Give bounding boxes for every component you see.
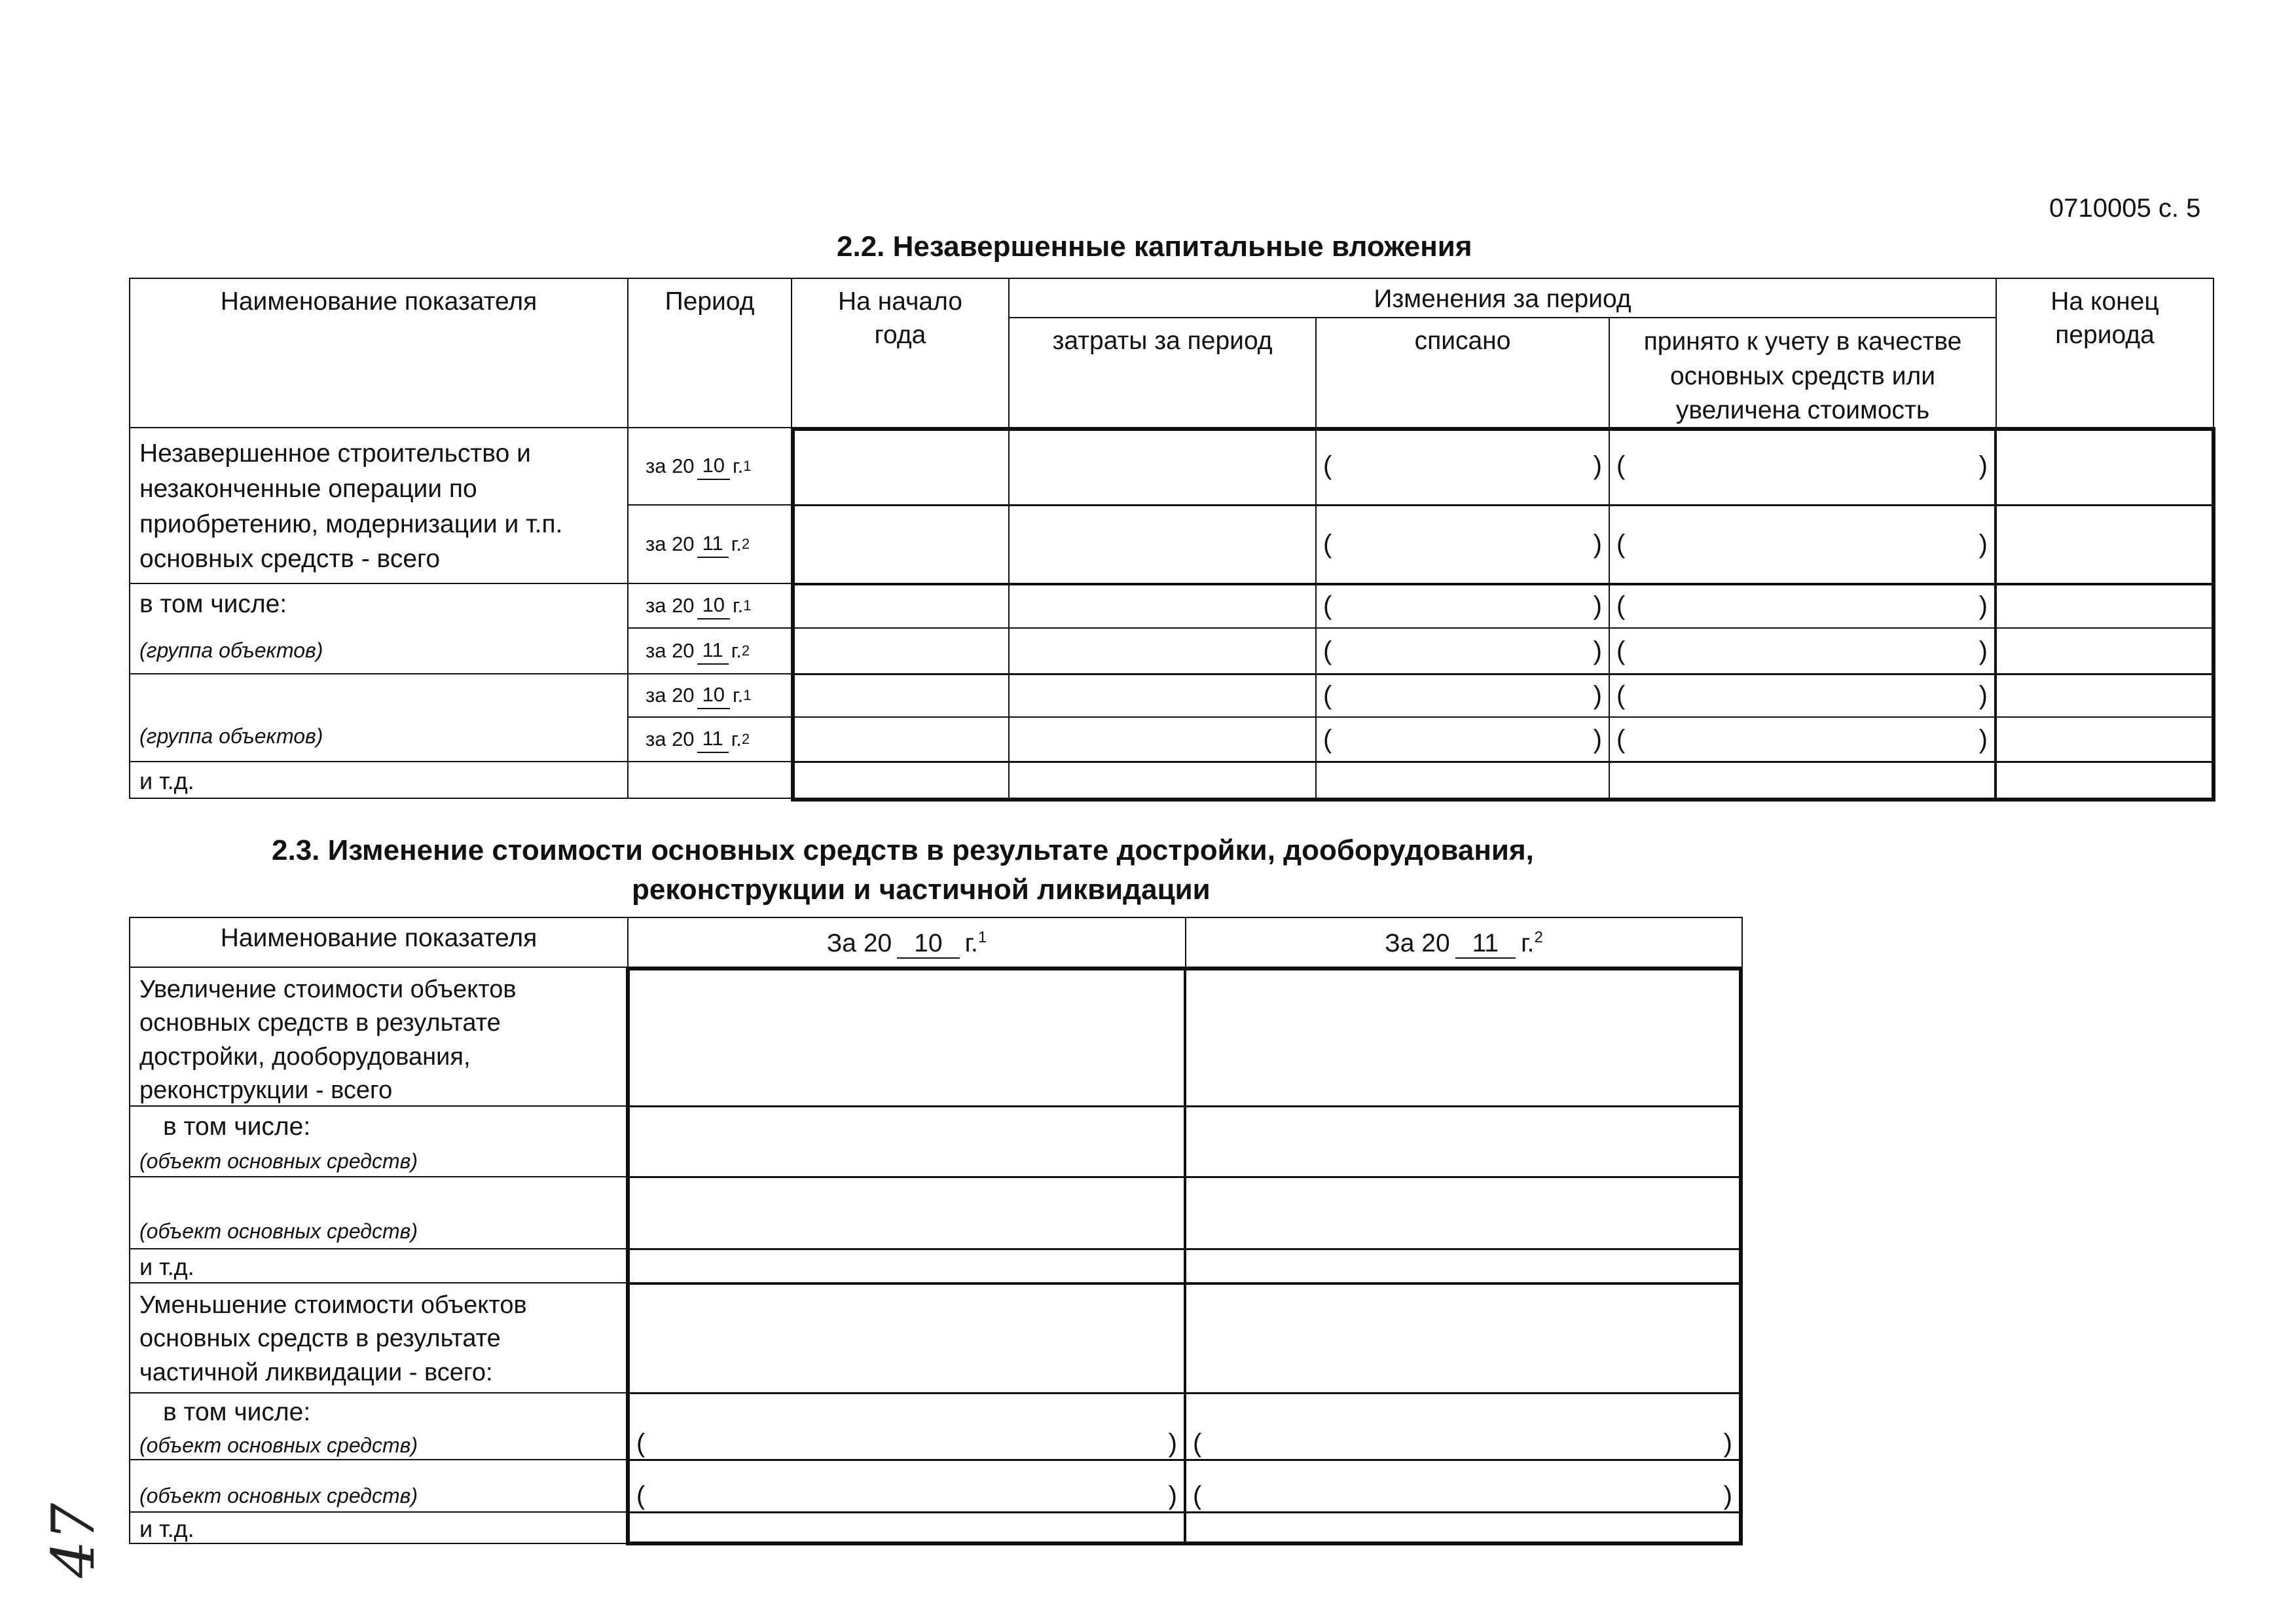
paren-close: ) <box>1593 636 1602 665</box>
row-divider <box>626 1176 1743 1178</box>
group-label-1: (группа объектов) <box>139 638 323 662</box>
paren-open: ( <box>1616 451 1626 480</box>
paren-close: ) <box>1168 1428 1177 1458</box>
paren-close: ) <box>1978 724 1988 754</box>
paren-close: ) <box>1978 451 1988 480</box>
header-year1 <box>627 917 1186 968</box>
paren-close: ) <box>1978 591 1988 620</box>
header-year: 11 <box>1455 929 1516 959</box>
paren-close: ) <box>1978 636 1988 665</box>
paren-open: ( <box>636 1428 646 1458</box>
accepted-value <box>1610 506 1994 583</box>
footnote-mark: 1 <box>743 597 752 614</box>
paren-open: ( <box>1323 636 1332 665</box>
row-divider <box>626 1105 1743 1107</box>
written-off-value <box>1317 718 1609 761</box>
object-label: (объект основных средств) <box>139 1219 418 1243</box>
section-23-title-line1: 2.3. Изменение стоимости основных средств в результате достройки, дооборудования, <box>272 834 1534 866</box>
accepted-value <box>1610 584 1994 627</box>
period-year: 11 <box>697 530 729 558</box>
paren-close: ) <box>1723 1428 1732 1458</box>
row-increase-including <box>129 1105 629 1177</box>
row-decrease-object <box>129 1459 629 1513</box>
paren-close: ) <box>1593 451 1602 480</box>
paren-open: ( <box>1193 1481 1202 1510</box>
paren-close: ) <box>1168 1481 1177 1510</box>
row-divider <box>626 1511 1743 1513</box>
paren-open: ( <box>1323 451 1332 480</box>
footnote-mark: 1 <box>743 686 752 703</box>
row-divider <box>626 1392 1743 1394</box>
footnote-mark: 2 <box>741 642 750 659</box>
footnote-mark: 2 <box>1534 929 1543 946</box>
period-g1-y2 <box>627 627 792 674</box>
paren-open: ( <box>1323 680 1332 710</box>
including-label: в том числе: <box>163 1113 311 1141</box>
paren-open: ( <box>1616 591 1626 620</box>
header-prefix: За 20 <box>1385 929 1450 957</box>
header-name-23: Наименование показателя <box>129 917 629 968</box>
handwritten-page-number: 47 <box>39 1503 108 1578</box>
decrease-value-y2 <box>1186 1480 1739 1511</box>
row-including-label: в том числе: <box>139 590 287 618</box>
section-22-title: 2.2. Незавершенные капитальные вложения <box>837 231 1472 263</box>
section-23-title-line2: реконструкции и частичной ликвидации <box>632 874 1211 906</box>
period-suffix: г. <box>731 638 742 662</box>
paren-close: ) <box>1593 724 1602 754</box>
paren-open: ( <box>1193 1428 1202 1458</box>
period-year: 10 <box>697 682 730 709</box>
period-year: 11 <box>697 726 729 753</box>
row-divider <box>626 1248 1743 1250</box>
paren-open: ( <box>1616 529 1626 559</box>
decrease-value-y2 <box>1186 1428 1739 1459</box>
row-total-name: Незавершенное строительство и незаконченные операции по приобретению, модернизации и т.п. основных средств - всего <box>129 427 629 584</box>
row-divider <box>626 1282 1743 1285</box>
paren-open: ( <box>1323 529 1332 559</box>
header-end: На конец периода <box>1995 278 2214 428</box>
row-etc: и т.д. <box>129 761 629 799</box>
written-off-value <box>1317 674 1609 716</box>
footnote-mark: 1 <box>743 457 752 474</box>
accepted-value <box>1610 674 1994 716</box>
period-g2-y2 <box>627 716 792 762</box>
header-name: Наименование показателя <box>129 278 629 428</box>
paren-close: ) <box>1723 1481 1732 1510</box>
header-year: 10 <box>897 929 959 959</box>
period-prefix: за 20 <box>646 638 695 662</box>
footnote-mark: 2 <box>741 730 750 747</box>
paren-open: ( <box>1323 591 1332 620</box>
header-accepted: принято к учету в качестве основных средств или увеличена стоимость <box>1609 317 1997 428</box>
row-including <box>129 583 629 674</box>
row-increase-object <box>129 1176 629 1249</box>
row-group-2 <box>129 673 629 762</box>
period-g1-y1 <box>627 583 792 629</box>
row-increase-etc: и т.д. <box>129 1248 629 1283</box>
written-off-value <box>1317 584 1609 627</box>
header-suffix: г. <box>964 929 978 957</box>
paren-open: ( <box>636 1481 646 1510</box>
paren-close: ) <box>1978 529 1988 559</box>
object-label: (объект основных средств) <box>139 1433 418 1457</box>
period-total-y1 <box>627 427 792 506</box>
paren-open: ( <box>1323 724 1332 754</box>
header-changes: Изменения за период <box>1008 278 1997 318</box>
paren-open: ( <box>1616 724 1626 754</box>
written-off-value <box>1317 506 1609 583</box>
etc-period-cell <box>627 761 792 799</box>
accepted-value <box>1610 718 1994 761</box>
period-year: 10 <box>697 452 730 480</box>
period-prefix: за 20 <box>646 532 695 555</box>
accepted-value <box>1610 427 1994 504</box>
period-year: 10 <box>697 592 730 619</box>
including-label: в том числе: <box>163 1398 311 1426</box>
period-total-y2 <box>627 504 792 584</box>
written-off-value <box>1317 629 1609 673</box>
period-suffix: г. <box>731 727 742 750</box>
header-year2 <box>1185 917 1743 968</box>
written-off-value <box>1317 427 1609 504</box>
col-divider <box>1008 427 1010 802</box>
paren-close: ) <box>1978 680 1988 710</box>
object-label: (объект основных средств) <box>139 1149 418 1173</box>
paren-close: ) <box>1593 591 1602 620</box>
paren-open: ( <box>1616 680 1626 710</box>
object-label: (объект основных средств) <box>139 1484 418 1507</box>
header-costs: затраты за период <box>1008 317 1317 428</box>
form-code: 0710005 с. 5 <box>2049 194 2201 223</box>
period-suffix: г. <box>733 593 744 617</box>
row-increase: Увеличение стоимости объектов основных средств в результате достройки, дооборудования, реконструкции - всего <box>129 967 629 1107</box>
header-suffix: г. <box>1521 929 1535 957</box>
period-suffix: г. <box>733 683 744 707</box>
period-year: 11 <box>697 637 729 665</box>
row-decrease-etc: и т.д. <box>129 1511 629 1544</box>
footnote-mark: 1 <box>977 929 987 946</box>
row-decrease-including <box>129 1392 629 1460</box>
period-g2-y1 <box>627 673 792 718</box>
row-decrease: Уменьшение стоимости объектов основных средств в результате частичной ликвидации - всего: <box>129 1282 629 1393</box>
paren-close: ) <box>1593 680 1602 710</box>
header-prefix: За 20 <box>826 929 892 957</box>
header-start: На начало года <box>791 278 1010 428</box>
decrease-value-y1 <box>630 1480 1184 1511</box>
footnote-mark: 2 <box>741 535 750 552</box>
period-prefix: за 20 <box>646 454 695 477</box>
accepted-value <box>1610 629 1994 673</box>
decrease-value-y1 <box>630 1428 1184 1459</box>
row-divider <box>626 1459 1743 1461</box>
period-prefix: за 20 <box>646 683 695 707</box>
period-suffix: г. <box>733 454 744 477</box>
col-divider <box>1994 427 1997 802</box>
period-suffix: г. <box>731 532 742 555</box>
period-prefix: за 20 <box>646 727 695 750</box>
paren-close: ) <box>1593 529 1602 559</box>
paren-open: ( <box>1616 636 1626 665</box>
header-written-off: списано <box>1315 317 1610 428</box>
row-divider <box>791 761 2215 763</box>
period-prefix: за 20 <box>646 593 695 617</box>
group-label-2: (группа объектов) <box>139 724 323 748</box>
header-period: Период <box>627 278 792 428</box>
